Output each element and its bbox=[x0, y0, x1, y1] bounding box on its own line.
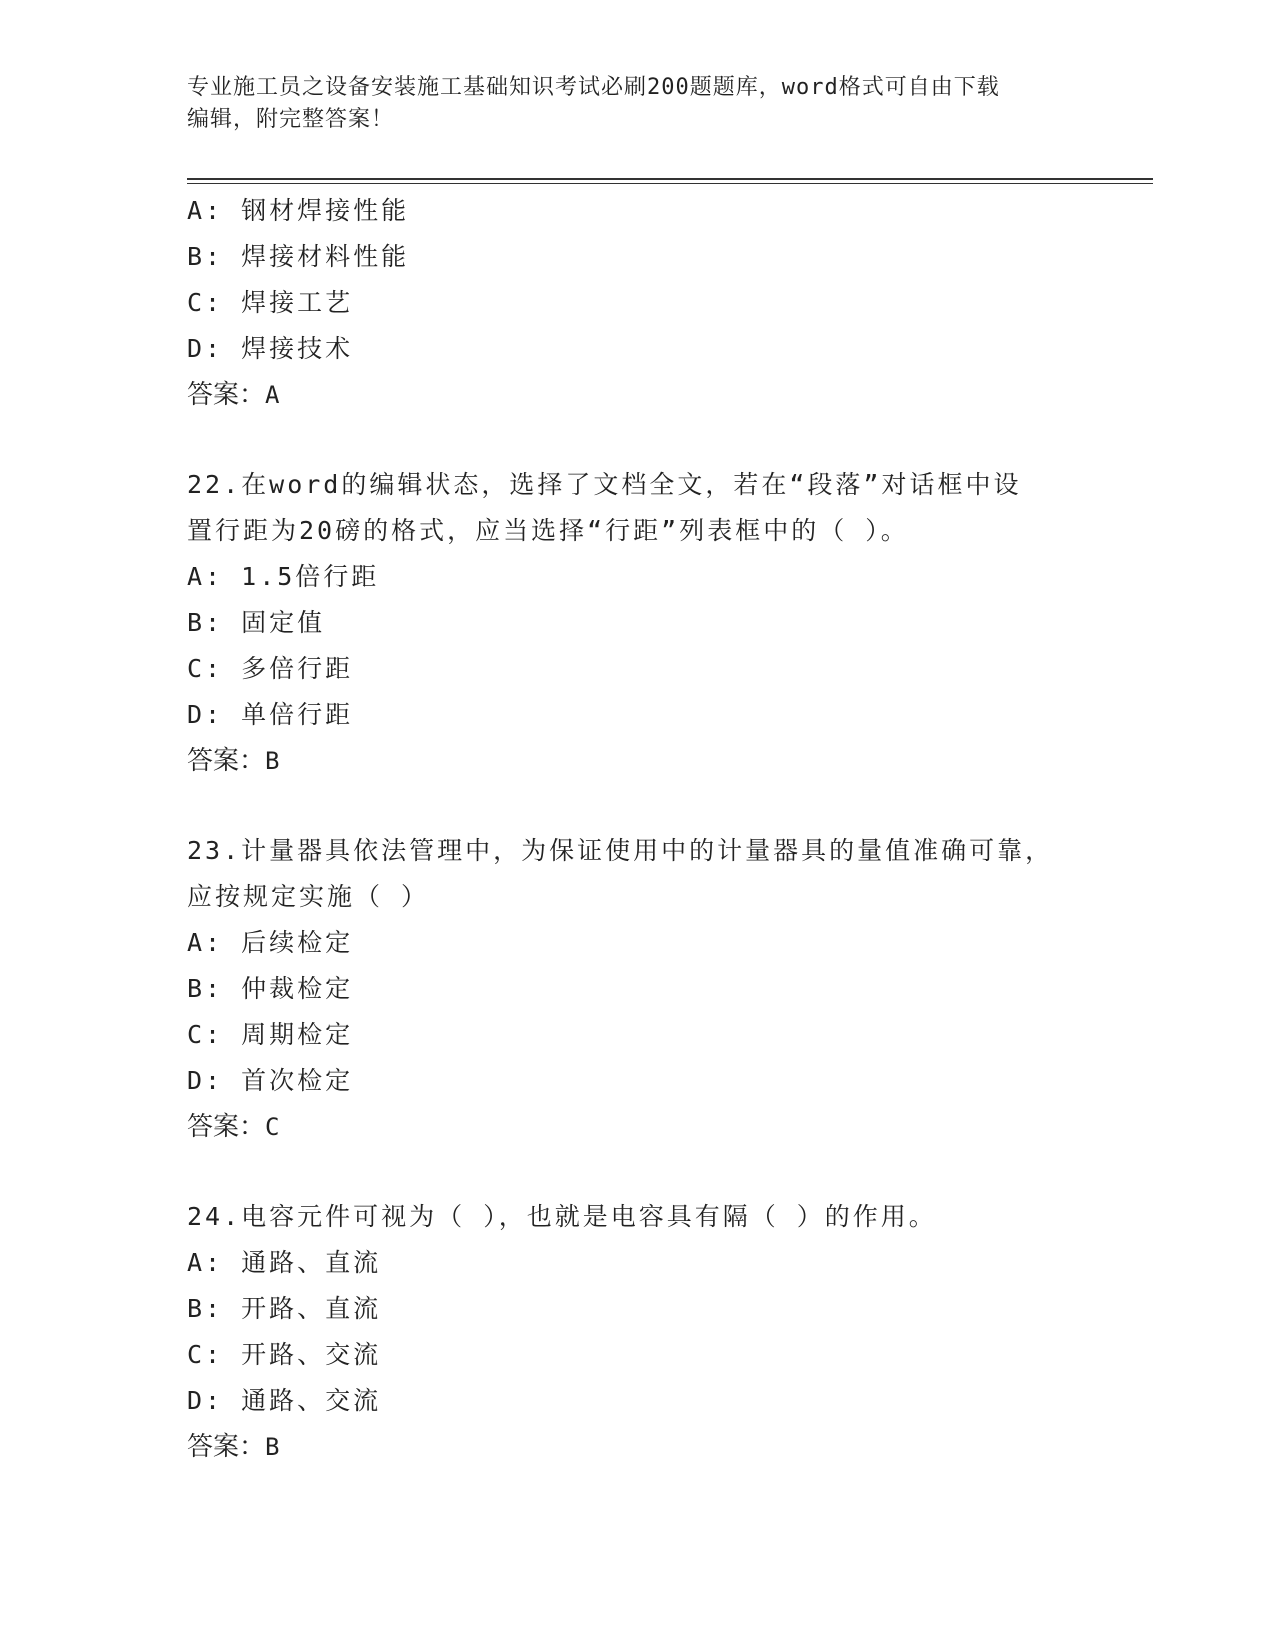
answer bbox=[187, 1104, 1087, 1150]
header-rule-thin bbox=[187, 183, 1153, 184]
question-text-line: 应按规定实施（ ） bbox=[187, 882, 430, 911]
answer-value: A bbox=[265, 381, 280, 409]
question-text-line: 22.在word的编辑状态，选择了文档全文，若在“段落”对话框中设 bbox=[187, 470, 1022, 499]
question-text-line: 置行距为20磅的格式，应当选择“行距”列表框中的（ ）。 bbox=[187, 516, 909, 545]
answer-label: 答案： bbox=[187, 746, 266, 776]
answer-label: 答案： bbox=[187, 1112, 266, 1142]
answer-value: B bbox=[265, 1433, 280, 1461]
option-b: B: 固定值 bbox=[187, 608, 326, 637]
option-b: B: 焊接材料性能 bbox=[187, 242, 410, 271]
option-d: D: 首次检定 bbox=[187, 1066, 354, 1095]
option-d: D: 通路、交流 bbox=[187, 1386, 382, 1415]
option-a: A: 通路、直流 bbox=[187, 1248, 382, 1277]
answer-label: 答案： bbox=[187, 380, 266, 410]
question-block bbox=[187, 1194, 1087, 1470]
option-b: B: 开路、直流 bbox=[187, 1294, 382, 1323]
header-line-1: 专业施工员之设备安装施工基础知识考试必刷200题题库，word格式可自由下载 bbox=[187, 75, 1000, 100]
question-text-line: 24.电容元件可视为（ ），也就是电容具有隔（ ）的作用。 bbox=[187, 1202, 937, 1231]
question-text-line: 23.计量器具依法管理中，为保证使用中的计量器具的量值准确可靠， bbox=[187, 836, 1054, 865]
option-c: C: 多倍行距 bbox=[187, 654, 354, 683]
option-a: A: 钢材焊接性能 bbox=[187, 196, 410, 225]
option-a: A: 后续检定 bbox=[187, 928, 354, 957]
option-a: A: 1.5倍行距 bbox=[187, 562, 380, 591]
header-rule bbox=[187, 178, 1153, 180]
option-c: C: 周期检定 bbox=[187, 1020, 354, 1049]
answer bbox=[187, 372, 1087, 418]
option-d: D: 焊接技术 bbox=[187, 334, 354, 363]
answer bbox=[187, 1424, 1087, 1470]
question-block bbox=[187, 828, 1087, 1150]
question-block bbox=[187, 462, 1087, 784]
option-b: B: 仲裁检定 bbox=[187, 974, 354, 1003]
header-line-2: 编辑，附完整答案！ bbox=[187, 107, 395, 132]
option-c: C: 开路、交流 bbox=[187, 1340, 382, 1369]
document-header bbox=[187, 72, 1067, 136]
question-list bbox=[187, 188, 1087, 1470]
answer-value: C bbox=[265, 1113, 280, 1141]
question-block bbox=[187, 188, 1087, 418]
answer-label: 答案： bbox=[187, 1432, 266, 1462]
option-d: D: 单倍行距 bbox=[187, 700, 354, 729]
option-c: C: 焊接工艺 bbox=[187, 288, 354, 317]
answer-value: B bbox=[265, 747, 280, 775]
answer bbox=[187, 738, 1087, 784]
